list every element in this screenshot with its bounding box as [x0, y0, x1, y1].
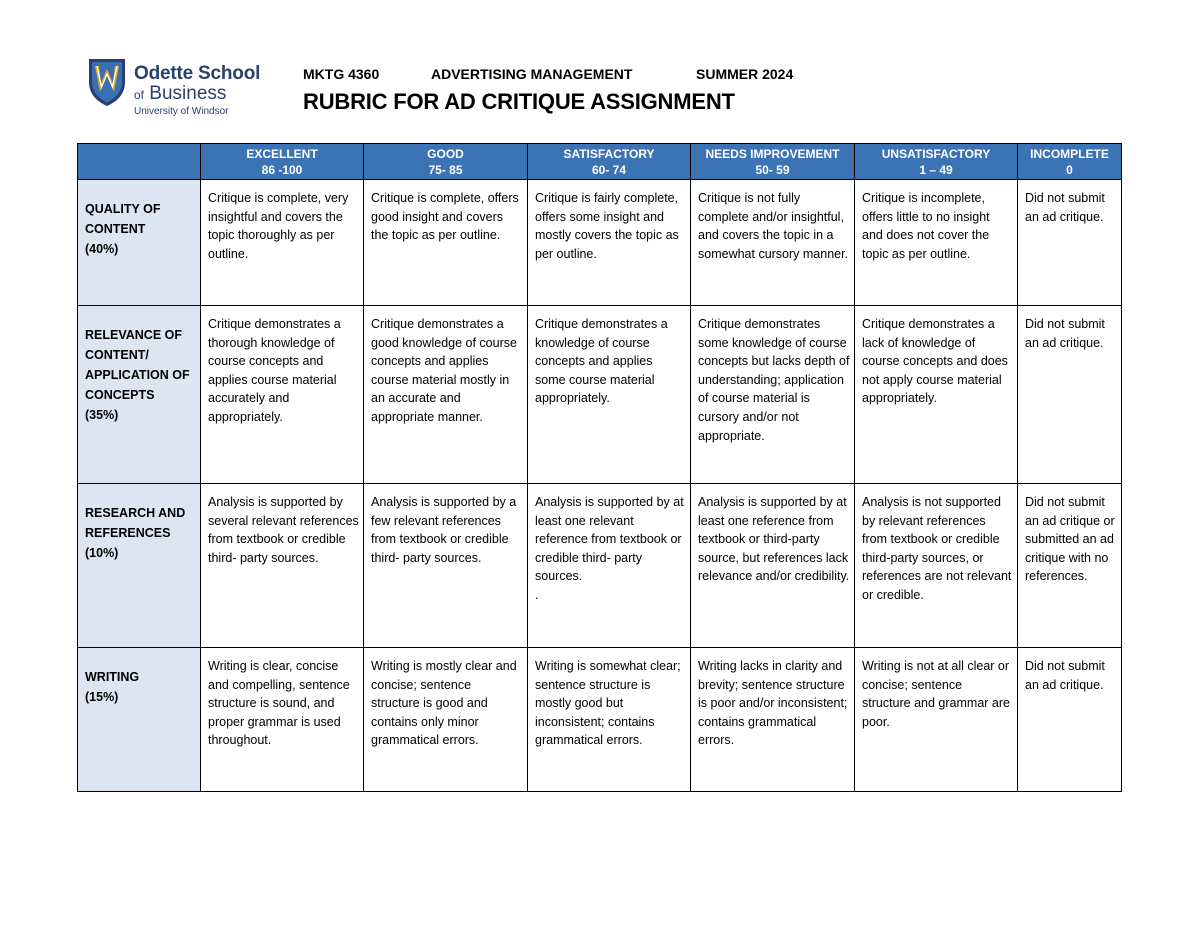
column-good: GOOD 75- 85	[364, 144, 528, 180]
rubric-cell: Did not submit an ad critique.	[1018, 180, 1122, 306]
document-title: RUBRIC FOR AD CRITIQUE ASSIGNMENT	[303, 89, 735, 114]
criterion-cell: WRITING (15%)	[78, 648, 201, 792]
corner-cell	[78, 144, 201, 180]
stray-period: .	[535, 587, 539, 602]
rubric-cell: Did not submit an ad critique or submitted an ad critique with no references.	[1018, 484, 1122, 648]
rubric-cell: Critique demonstrates some knowledge of course concepts but lacks depth of understanding; application of course material is cursory and/or not appropriate.	[691, 306, 855, 484]
criterion-cell: QUALITY OF CONTENT (40%)	[78, 180, 201, 306]
rubric-cell: Critique is not fully complete and/or insightful, and covers the topic in a somewhat cursory manner.	[691, 180, 855, 306]
criterion-cell: RELEVANCE OF CONTENT/ APPLICATION OF CONCEPTS (35%)	[78, 306, 201, 484]
rubric-row-quality-of-content	[78, 180, 1122, 306]
rubric-cell: Writing is clear, concise and compelling, sentence structure is sound, and proper grammar is used throughout.	[201, 648, 364, 792]
rubric-cell: Analysis is supported by at least one relevant reference from textbook or credible third- party sources. .	[528, 484, 691, 648]
rubric-cell: Analysis is supported by a few relevant references from textbook or credible third- party sources.	[364, 484, 528, 648]
rubric-cell: Critique is incomplete, offers little to no insight and does not cover the topic as per outline.	[855, 180, 1018, 306]
rubric-cell: Analysis is not supported by relevant references from textbook or credible third-party sources, or references are not relevant or credible.	[855, 484, 1018, 648]
rubric-cell: Did not submit an ad critique.	[1018, 306, 1122, 484]
course-code: MKTG 4360	[303, 66, 380, 82]
column-incomplete: INCOMPLETE 0	[1018, 144, 1122, 180]
logo-university: University of Windsor	[134, 106, 229, 117]
rubric-cell: Analysis is supported by at least one reference from textbook or third-party source, but references lack relevance and/or credibility.	[691, 484, 855, 648]
rubric-cell: Critique demonstrates a good knowledge of course concepts and applies course material mostly in an accurate and appropriate manner.	[364, 306, 528, 484]
university-shield-icon	[86, 56, 128, 108]
odette-school-logo	[86, 56, 266, 122]
rubric-cell: Critique is complete, offers good insight and covers the topic as per outline.	[364, 180, 528, 306]
logo-school-name: Odette School	[134, 63, 261, 84]
rubric-cell: Writing is mostly clear and concise; sentence structure is good and contains only minor grammatical errors.	[364, 648, 528, 792]
column-needs-improvement: NEEDS IMPROVEMENT 50- 59	[691, 144, 855, 180]
column-satisfactory: SATISFACTORY 60- 74	[528, 144, 691, 180]
rubric-cell: Critique demonstrates a knowledge of course concepts and applies some course material appropriately.	[528, 306, 691, 484]
logo-business: Business	[149, 83, 227, 104]
rubric-cell: Critique is complete, very insightful and covers the topic thoroughly as per outline.	[201, 180, 364, 306]
rubric-cell: Did not submit an ad critique.	[1018, 648, 1122, 792]
rubric-cell: Critique demonstrates a lack of knowledge of course concepts and does not apply course material appropriately.	[855, 306, 1018, 484]
column-unsatisfactory: UNSATISFACTORY 1 – 49	[855, 144, 1018, 180]
course-name: ADVERTISING MANAGEMENT	[431, 66, 633, 82]
rubric-header-row	[78, 144, 1122, 180]
logo-business-line	[134, 84, 260, 103]
course-term: SUMMER 2024	[696, 66, 794, 82]
rubric-cell: Writing lacks in clarity and brevity; sentence structure is poor and/or inconsistent; contains grammatical errors.	[691, 648, 855, 792]
criterion-cell: RESEARCH AND REFERENCES (10%)	[78, 484, 201, 648]
rubric-cell: Critique demonstrates a thorough knowledge of course concepts and applies course material accurately and appropriately.	[201, 306, 364, 484]
column-excellent: EXCELLENT 86 -100	[201, 144, 364, 180]
rubric-cell: Critique is fairly complete, offers some insight and mostly covers the topic as per outline.	[528, 180, 691, 306]
rubric-row-research-and-references	[78, 484, 1122, 648]
rubric-row-writing	[78, 648, 1122, 792]
rubric-cell: Writing is somewhat clear; sentence structure is mostly good but inconsistent; contains grammatical errors.	[528, 648, 691, 792]
rubric-table	[77, 143, 1122, 792]
rubric-cell: Writing is not at all clear or concise; sentence structure and grammar are poor.	[855, 648, 1018, 792]
logo-of: of	[134, 88, 145, 102]
rubric-row-relevance-of-content	[78, 306, 1122, 484]
course-info-line	[303, 66, 793, 82]
rubric-cell: Analysis is supported by several relevant references from textbook or credible third- party sources.	[201, 484, 364, 648]
